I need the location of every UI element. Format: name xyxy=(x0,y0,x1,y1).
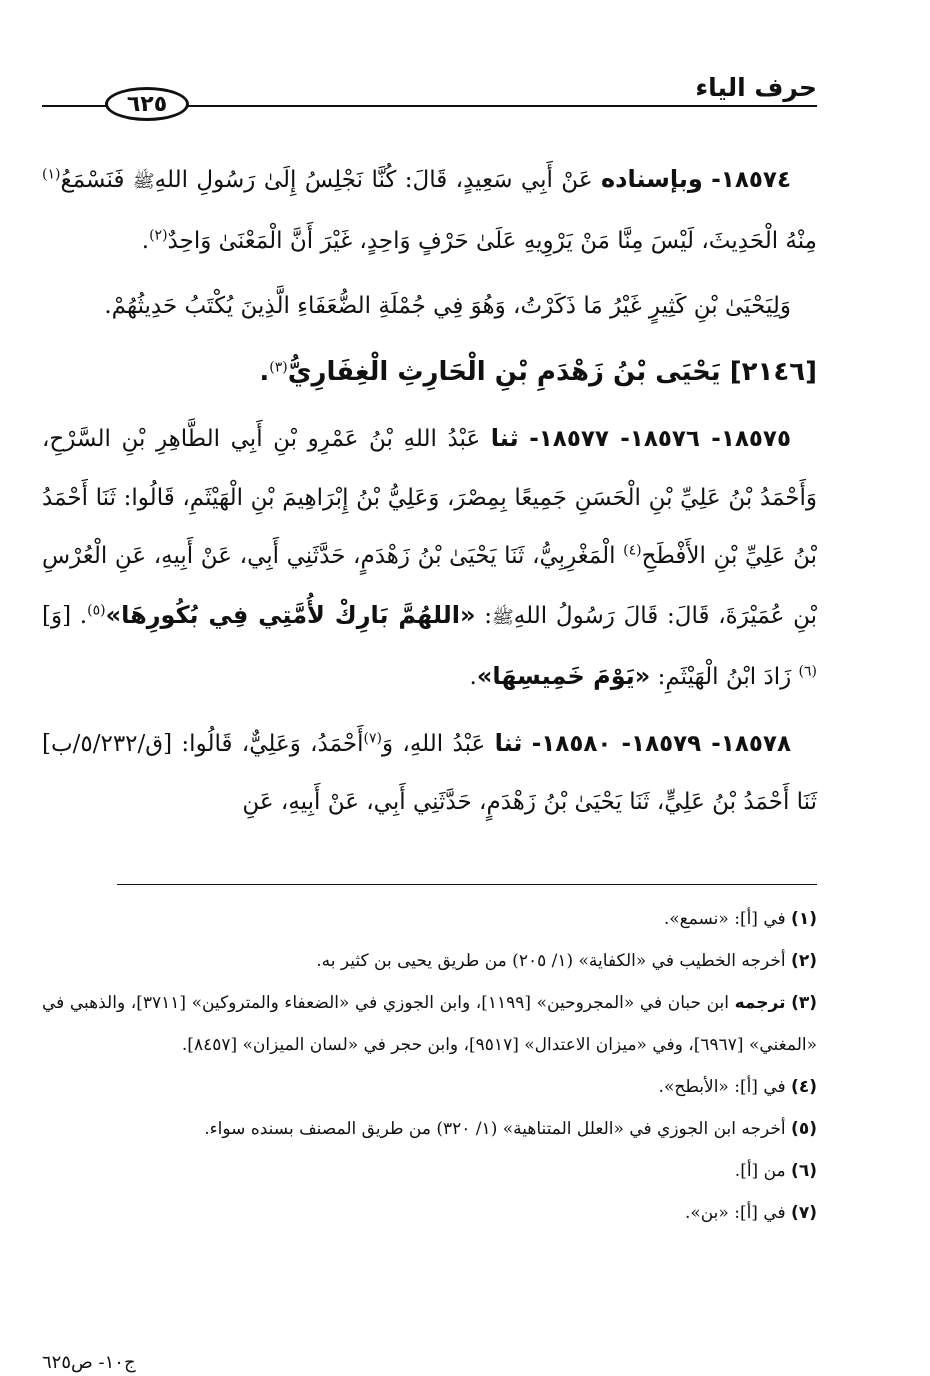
punctuation: . xyxy=(141,227,150,254)
hadith-quote: «يَوْمَ خَمِيسِهَا» xyxy=(476,662,651,690)
footnote-6 xyxy=(42,1150,817,1192)
footnote-text: أخرجه الخطيب في «الكفاية» (١/ ٢٠٥) من طريق يحيى بن كثير به. xyxy=(316,951,786,971)
hadith-text: مِنْهُ الْحَدِيثَ، لَيْسَ مِنَّا مَنْ يَرْوِيهِ عَلَىٰ حَرْفٍ وَاحِدٍ، غَيْرَ أَنَّ الْمَعْنَىٰ وَاحِدٌ xyxy=(167,227,817,254)
isnad-keyword: ثنا xyxy=(494,728,523,757)
footnote-text: من [أ]. xyxy=(734,1161,786,1181)
entry-title: [٢١٤٦] يَحْيَى بْنُ زَهْدَمِ بْنِ الْحَارِثِ الْغِفَارِيُّ xyxy=(287,356,817,387)
hadith-text: عَبْدُ اللهِ، وَ xyxy=(382,730,495,757)
running-header-title: حرف الياء xyxy=(695,73,817,102)
footnote-ref: (٢) xyxy=(149,226,168,243)
footnote-lead-word: ترجمه xyxy=(734,993,786,1013)
hadith-text: . [وَ] xyxy=(42,602,88,629)
honorific-glyph: ﷺ xyxy=(132,171,155,192)
hadith-quote: «اللهُمَّ بَارِكْ لأُمَّتِي فِي بُكُورِهَا» xyxy=(105,600,476,629)
punctuation: : xyxy=(475,602,493,629)
footnote-label: (٦) xyxy=(791,1161,817,1181)
hadith-numbers: ١٨٥٧٥- ١٨٥٧٦- ١٨٥٧٧- xyxy=(529,426,792,452)
hadith-text: فَنَسْمَعُ xyxy=(60,167,133,193)
hadith-numbers: ١٨٥٧٨- ١٨٥٧٩- ١٨٥٨٠- xyxy=(531,730,791,757)
author-comment: وَلِيَحْيَىٰ بْنِ كَثِيرٍ غَيْرُ مَا ذَكَرْتُ، وَهُوَ فِي جُمْلَةِ الضُّعَفَاءِ الَّذِينَ يُكْتَبُ حَدِيثُهُمْ. xyxy=(104,293,791,319)
page-number-badge: ٦٢٥ xyxy=(105,87,189,121)
footnote-text: في [أ]: «الأبطح». xyxy=(658,1077,786,1097)
footnote-1 xyxy=(42,898,817,940)
footnote-text: في [أ]: «بن». xyxy=(684,1203,786,1223)
punctuation: . xyxy=(259,356,270,387)
honorific-glyph: ﷺ xyxy=(492,606,514,628)
footnote-label: (٤) xyxy=(791,1077,817,1097)
biography-entry-heading xyxy=(42,343,817,403)
footnote-label: (٧) xyxy=(791,1203,817,1223)
footnote-7 xyxy=(42,1192,817,1234)
hadith-text: عَبْدُ اللهِ بْنُ عَمْرِو بْنِ أَبِي الطَّاهِرِ بْنِ السَّرْحِ، وَأَحْمَدُ بْنُ عَلِيِّ بْنِ الْحَسَنِ جَمِيعًا بِمِصْرَ، وَعَلِيُّ بْنُ إِبْرَاهِيمَ بْنِ الْهَيْثَمِ، قَالُوا: ثَنَا أَحْمَدُ بْنُ عَلِيِّ بْنِ الأَفْطَحِ xyxy=(42,426,817,569)
hadith-text: الْمَغْرِبِيُّ، ثَنَا يَحْيَىٰ بْنُ زَهْدَمٍ، حَدَّثَنِي أَبِي، عَنْ أَبِيهِ، عَنِ الْعُرْسِ بْنِ عُمَيْرَةَ، قَالَ: قَالَ رَسُولُ اللهِ xyxy=(42,543,817,629)
hadith-text: أَحْمَدُ، وَعَلِيٌّ، قَالُوا: [ق/٥/٢٣٢/ب] ثَنَا أَحْمَدُ بْنُ عَلِيٍّ، ثَنَا يَحْيَىٰ بْنُ زَهْدَمٍ، حَدَّثَنِي أَبِي، عَنْ أَبِيهِ، عَنِ xyxy=(42,730,817,815)
footnote-4 xyxy=(42,1066,817,1108)
hadith-text: زَادَ ابْنُ الْهَيْثَمِ: xyxy=(650,664,799,690)
hadith-18574 xyxy=(42,150,817,270)
footnote-label: (٢) xyxy=(791,951,817,971)
hadith-text: عَنْ أَبِي سَعِيدٍ، قَالَ: كُنَّا نَجْلِسُ إِلَىٰ رَسُولِ اللهِ xyxy=(154,167,601,193)
isnad-keyword: وبإسناده xyxy=(600,165,703,193)
main-text xyxy=(42,150,817,832)
volume-page-reference: ج١٠- ص٦٢٥ xyxy=(42,1352,136,1373)
footnote-ref: (٥) xyxy=(87,601,106,618)
footnote-ref: (٣) xyxy=(269,358,288,375)
footnote-label: (٥) xyxy=(791,1119,817,1139)
footnote-separator xyxy=(117,884,817,885)
footnote-ref: (١) xyxy=(42,166,61,183)
footnotes xyxy=(42,898,817,1234)
footnote-text: أخرجه ابن الجوزي في «العلل المتناهية» (١/ ٣٢٠) من طريق المصنف بسنده سواء. xyxy=(204,1119,786,1139)
footnote-5 xyxy=(42,1108,817,1150)
footnote-ref: (٧) xyxy=(363,729,382,746)
footnote-label: (١) xyxy=(791,909,817,929)
hadith-number: ١٨٥٧٤- xyxy=(711,167,791,193)
punctuation: . xyxy=(469,664,477,690)
footnote-text: في [أ]: «نسمع». xyxy=(663,909,786,929)
footnote-ref: (٦) xyxy=(798,663,817,680)
isnad-keyword: ثنا xyxy=(490,424,519,452)
footnote-2 xyxy=(42,940,817,982)
hadith-18578 xyxy=(42,714,817,832)
footnote-3 xyxy=(42,982,817,1066)
hadith-18575 xyxy=(42,409,817,707)
footnote-label: (٣) xyxy=(791,993,818,1013)
footnote-text: ابن حبان في «المجروحين» [١١٩٩]، وابن الجوزي في «الضعفاء والمتروكين» [٣٧١١]، والذهبي في «المغني» [٦٩٦٧]، وفي «ميزان الاعتدال» [٩٥١٧]، وابن حجر في «لسان الميزان» [٨٤٥٧]. xyxy=(42,993,817,1055)
footnote-ref: (٤) xyxy=(623,542,642,559)
